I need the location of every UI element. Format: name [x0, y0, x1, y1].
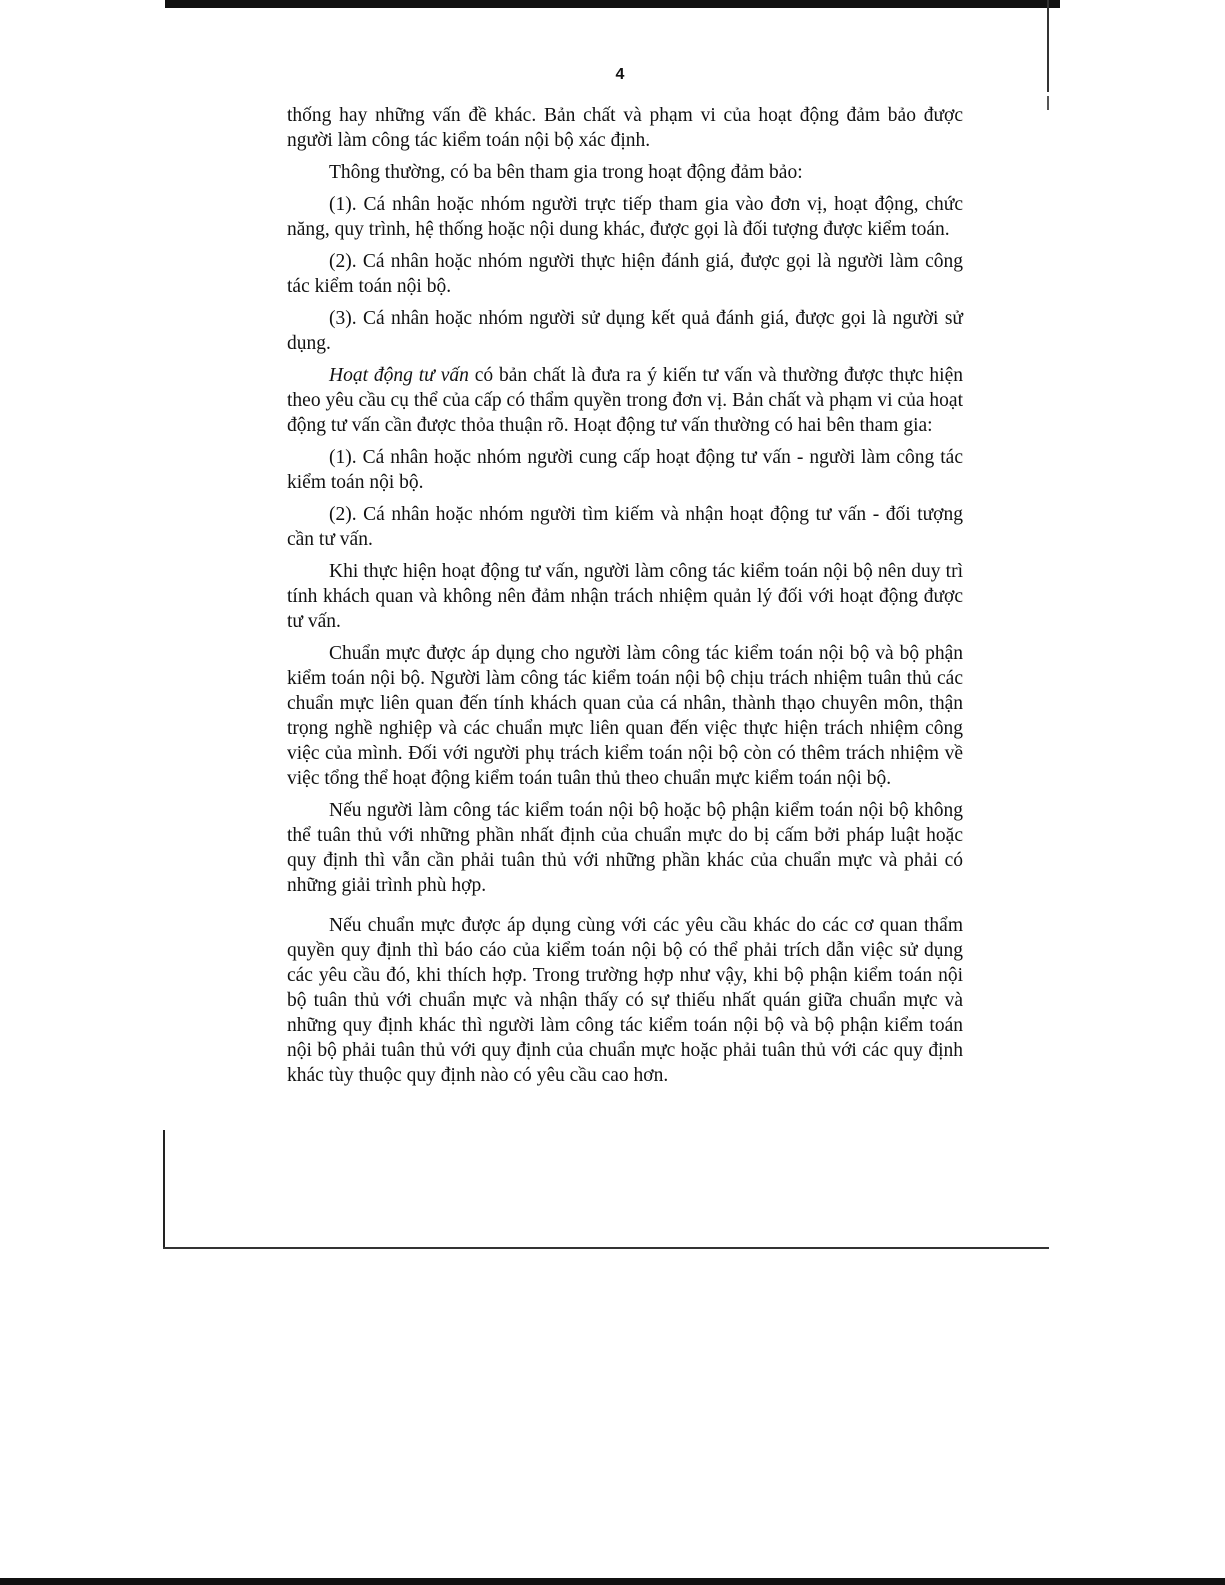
paragraph-other-requirements: Nếu chuẩn mực được áp dụng cùng với các yêu cầu khác do các cơ quan thẩm quyền quy định thì báo cáo của kiểm toán nội bộ có thể phải trích dẫn việc sử dụng các yêu cầu đó, khi thích hợp. Trong trường hợp như vậy, khi bộ phận kiểm toán nội bộ tuân thủ với chuẩn mực và nhận thấy có sự thiếu nhất quán giữa chuẩn mực và những quy định khác thì người làm công tác kiểm toán nội bộ và bộ phận kiểm toán nội bộ phải tuân thủ với quy định của chuẩn mực hoặc phải tuân thủ với các quy định khác tùy thuộc quy định nào có yêu cầu cao hơn. — [287, 915, 963, 1086]
consulting-term: Hoạt động tư vấn — [329, 365, 469, 386]
paragraph-consulting-definition — [287, 363, 963, 438]
paragraph-assurance-parties-intro: Thông thường, có ba bên tham gia trong hoạt động đảm bảo: — [329, 162, 803, 183]
paragraph-continuation: thống hay những vấn đề khác. Bản chất và phạm vi của hoạt động đảm bảo được người làm công tác kiểm toán nội bộ xác định. — [287, 105, 963, 151]
scan-right-border-fragment — [1047, 96, 1049, 110]
paragraph-standards-applicability: Chuẩn mực được áp dụng cho người làm công tác kiểm toán nội bộ và bộ phận kiểm toán nội bộ. Người làm công tác kiểm toán nội bộ chịu trách nhiệm tuân thủ các chuẩn mực liên quan đến tính khách quan của cá nhân, thành thạo chuyên môn, thận trọng nghề nghiệp và các chuẩn mực liên quan đến việc thực hiện trách nhiệm công việc của mình. Đối với người phụ trách kiểm toán nội bộ còn có thêm trách nhiệm về việc tổng thể hoạt động kiểm toán tuân thủ theo chuẩn mực kiểm toán nội bộ. — [287, 643, 963, 789]
document-body — [287, 103, 963, 1095]
scan-bottom-rule — [163, 1247, 1049, 1249]
paragraph-assurance-party-3: (3). Cá nhân hoặc nhóm người sử dụng kết quả đánh giá, được gọi là người sử dụng. — [287, 308, 963, 354]
paragraph-compliance-exception: Nếu người làm công tác kiểm toán nội bộ hoặc bộ phận kiểm toán nội bộ không thể tuân thủ với những phần nhất định của chuẩn mực do bị cấm bởi pháp luật hoặc quy định thì vẫn cần phải tuân thủ với những phần khác của chuẩn mực và phải có những giải trình phù hợp. — [287, 800, 963, 896]
scan-left-border — [163, 1130, 165, 1248]
paragraph-consulting-objectivity: Khi thực hiện hoạt động tư vấn, người làm công tác kiểm toán nội bộ nên duy trì tính khách quan và không nên đảm nhận trách nhiệm quản lý đối với hoạt động được tư vấn. — [287, 561, 963, 632]
page-number: 4 — [615, 66, 625, 83]
paragraph-assurance-party-2: (2). Cá nhân hoặc nhóm người thực hiện đánh giá, được gọi là người làm công tác kiểm toán nội bộ. — [287, 251, 963, 297]
paragraph-consulting-party-2: (2). Cá nhân hoặc nhóm người tìm kiếm và nhận hoạt động tư vấn - đối tượng cần tư vấn. — [287, 504, 963, 550]
scan-top-border — [165, 0, 1060, 8]
paragraph-assurance-party-1: (1). Cá nhân hoặc nhóm người trực tiếp tham gia vào đơn vị, hoạt động, chức năng, quy trình, hệ thống hoặc nội dung khác, được gọi là đối tượng được kiểm toán. — [287, 194, 963, 240]
scan-right-border — [1047, 0, 1049, 92]
consulting-definition-text: có bản chất là đưa ra ý kiến tư vấn và thường được thực hiện theo yêu cầu cụ thể của cấp có thẩm quyền trong đơn vị. Bản chất và phạm vi của hoạt động tư vấn cần được thỏa thuận rõ. Hoạt động tư vấn thường có hai bên tham gia: — [287, 365, 963, 436]
paragraph-consulting-party-1: (1). Cá nhân hoặc nhóm người cung cấp hoạt động tư vấn - người làm công tác kiểm toán nội bộ. — [287, 447, 963, 493]
scan-bottom-border — [0, 1578, 1225, 1585]
